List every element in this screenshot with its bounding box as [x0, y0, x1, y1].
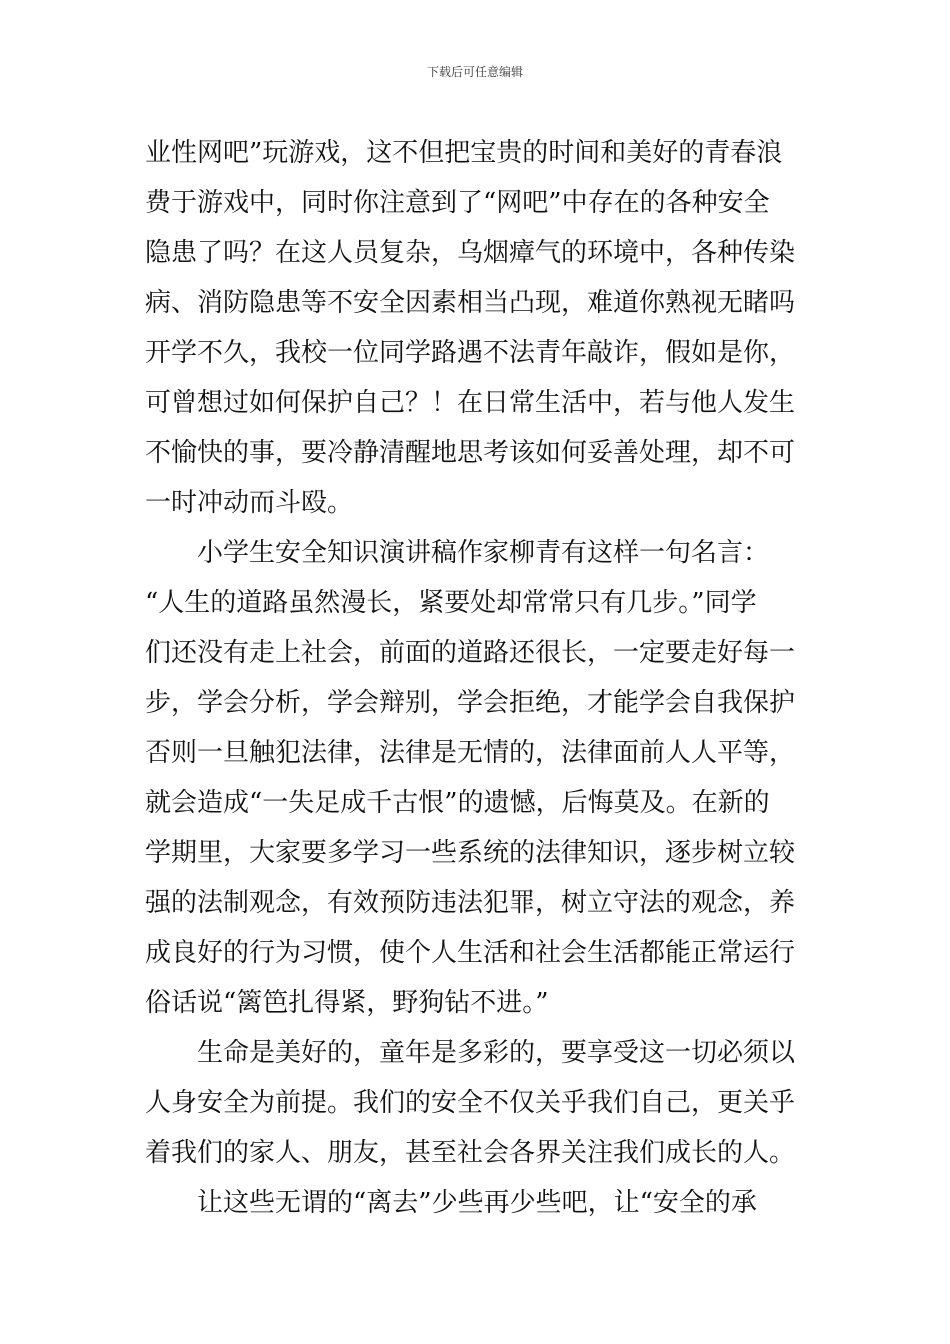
page-header-note: 下载后可任意编辑 [426, 65, 523, 79]
text-line: 隐患了吗？在这人员复杂，乌烟瘴气的环境中，各种传染 [145, 238, 796, 268]
paragraph-2 [145, 528, 815, 1028]
text-line: 业性网吧”玩游戏，这不但把宝贵的时间和美好的青春浪 [145, 138, 783, 168]
text-line: 生命是美好的，童年是多彩的，要享受这一切必须以 [197, 1038, 796, 1068]
text-line: 学期里，大家要多学习一些系统的法律知识，逐步树立较 [145, 838, 796, 868]
text-line: 不愉快的事，要冷静清醒地思考该如何妥善处理，却不可 [145, 438, 796, 468]
text-line: 费于游戏中，同时你注意到了“网吧”中存在的各种安全 [145, 188, 770, 218]
text-line: 一时冲动而斗殴。 [145, 488, 354, 518]
text-line: 否则一旦触犯法律，法律是无情的，法律面前人人平等， [145, 738, 796, 768]
text-line: 开学不久，我校一位同学路遇不法青年敲诈，假如是你， [145, 338, 796, 368]
paragraph-1 [145, 128, 815, 528]
text-line: 病、消防隐患等不安全因素相当凸现，难道你熟视无睹吗 [145, 288, 796, 318]
text-line: 可曾想过如何保护自己？！在日常生活中，若与他人发生 [145, 388, 796, 418]
paragraph-3 [145, 1028, 815, 1178]
text-line: “人生的道路虽然漫长，紧要处却常常只有几步。”同学 [145, 588, 757, 618]
text-line: 着我们的家人、朋友，甚至社会各界关注我们成长的人。 [145, 1138, 796, 1168]
text-line: 让这些无谓的“离去”少些再少些吧，让“安全的承 [197, 1188, 757, 1218]
document-body [145, 128, 815, 1228]
text-line: 强的法制观念，有效预防违法犯罪，树立守法的观念，养 [145, 888, 796, 918]
paragraph-4 [145, 1178, 815, 1228]
text-line: 成良好的行为习惯，使个人生活和社会生活都能正常运行 [145, 938, 796, 968]
text-line: 小学生安全知识演讲稿作家柳青有这样一句名言： [197, 538, 770, 568]
text-line: 人身安全为前提。我们的安全不仅关乎我们自己，更关乎 [145, 1088, 796, 1118]
text-line: 就会造成“一失足成千古恨”的遗憾，后悔莫及。在新的 [145, 788, 770, 818]
text-line: 俗话说“篱笆扎得紧，野狗钻不进。” [145, 988, 549, 1018]
text-line: 步，学会分析，学会辩别，学会拒绝，才能学会自我保护 [145, 688, 796, 718]
text-line: 们还没有走上社会，前面的道路还很长，一定要走好每一 [145, 638, 796, 668]
